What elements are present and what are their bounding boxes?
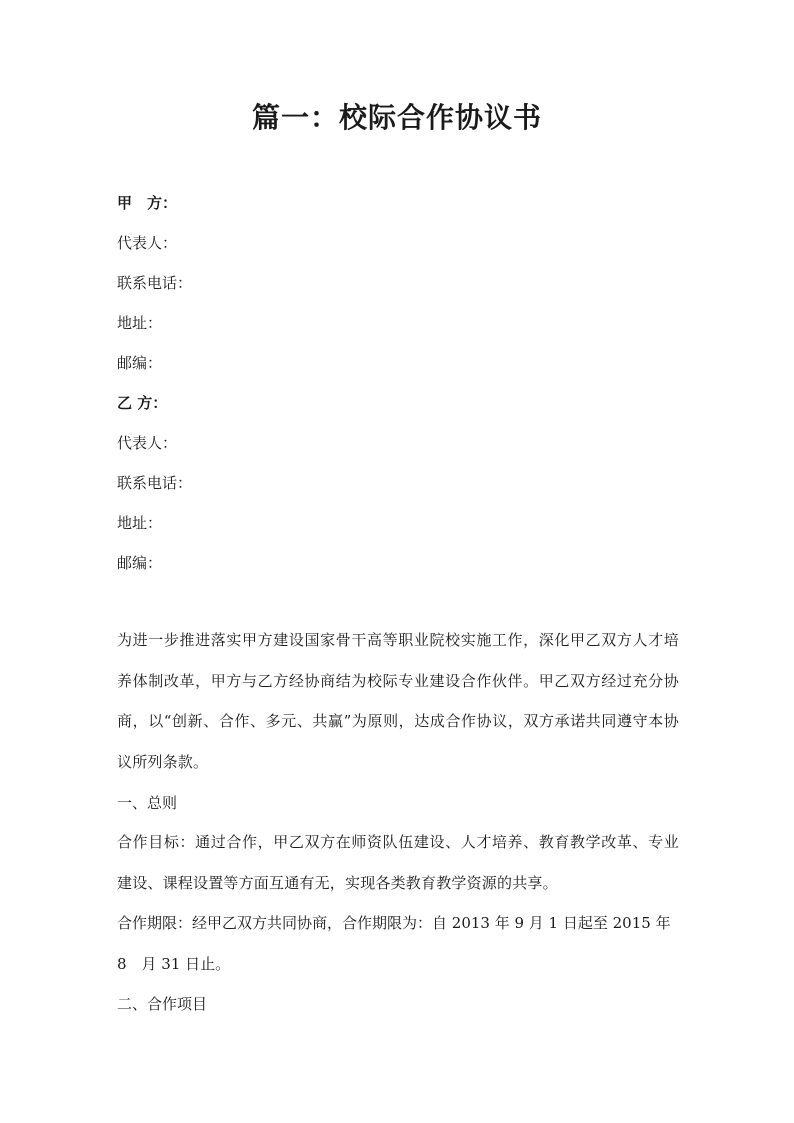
section-1-heading: 一、总则	[117, 794, 178, 812]
party-b-phone: 联系电话：	[117, 474, 193, 492]
party-a-postcode: 邮编：	[117, 354, 163, 372]
document-title: 篇一：校际合作协议书	[251, 101, 542, 134]
intro-paragraph: 为进一步推进落实甲方建设国家骨干高等职业院校实施工作，深化甲乙双方人才培养体制改革，甲方与乙方经协商结为校际专业建设合作伙伴。甲乙双方经过充分协商，以“创新、合作、多元、共赢”为原则，达成合作协议，双方承诺共同遵守本协议所列条款。	[117, 631, 679, 771]
party-a-heading: 甲 方：	[117, 194, 178, 212]
term-line-2: 8 月 31 日止。	[117, 955, 231, 973]
party-b-representative: 代表人：	[117, 434, 178, 452]
goal-paragraph: 合作目标：通过合作，甲乙双方在师资队伍建设、人才培养、教育教学改革、专业建设、课程设置等方面互通有无，实现各类教育教学资源的共享。	[117, 833, 679, 892]
party-b-address: 地址：	[117, 514, 163, 532]
party-b-postcode: 邮编：	[117, 554, 163, 572]
section-2-heading: 二、合作项目	[117, 995, 208, 1013]
party-a-address: 地址：	[117, 314, 163, 332]
party-a-phone: 联系电话：	[117, 274, 193, 292]
party-a-representative: 代表人：	[117, 234, 178, 252]
party-b-heading: 乙 方：	[117, 394, 168, 412]
term-line-1: 合作期限：经甲乙双方共同协商，合作期限为：自 2013 年 9 月 1 日起至 2015 年	[117, 914, 671, 932]
